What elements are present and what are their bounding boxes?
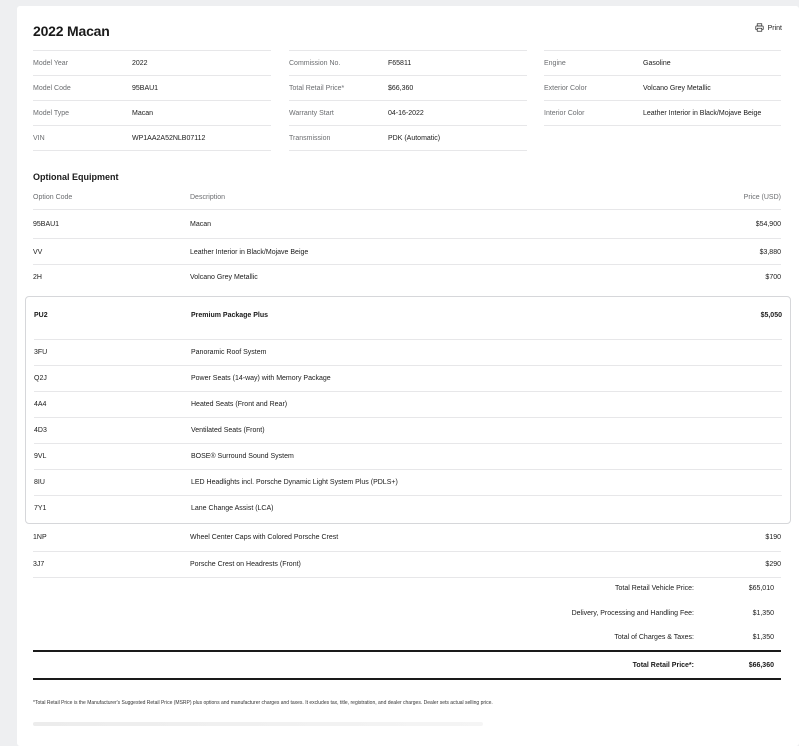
spec-row bbox=[544, 50, 781, 75]
option-description: Power Seats (14-way) with Memory Package bbox=[191, 375, 331, 382]
option-description: Lane Change Assist (LCA) bbox=[191, 505, 274, 512]
package-item bbox=[34, 444, 782, 469]
option-description: Macan bbox=[190, 220, 212, 228]
spec-value: Macan bbox=[132, 109, 154, 117]
option-code: 95BAU1 bbox=[33, 220, 60, 228]
option-description: Porsche Crest on Headrests (Front) bbox=[190, 561, 301, 568]
spec-label: Commission No. bbox=[289, 59, 341, 67]
spec-row bbox=[289, 75, 527, 100]
package-item bbox=[34, 392, 782, 417]
footnote: *Total Retail Price is the Manufacturer's Suggested Retail Price (MSRP) plus options and manufacturer charges and taxes. It excludes tax, title, registration, and dealer charges. Dealer sets actual selling price. bbox=[33, 700, 493, 706]
spec-value: WP1AA2A52NLB07112 bbox=[132, 134, 206, 142]
package-item bbox=[34, 470, 782, 495]
spec-row bbox=[289, 125, 527, 151]
table-row bbox=[33, 265, 781, 289]
delivery-fee-label: Delivery, Processing and Handling Fee: bbox=[571, 609, 694, 617]
total-vehicle-price-row bbox=[615, 582, 774, 594]
spec-value: Leather Interior in Black/Mojave Beige bbox=[643, 109, 762, 117]
delivery-fee-value: $1,350 bbox=[752, 609, 774, 617]
table-row bbox=[33, 552, 781, 577]
total-vehicle-price-label: Total Retail Vehicle Price: bbox=[615, 584, 694, 592]
spec-label: Warranty Start bbox=[289, 109, 334, 117]
option-code: 7Y1 bbox=[34, 505, 47, 512]
table-row bbox=[33, 239, 781, 265]
faded-disclaimer-text bbox=[33, 722, 483, 726]
spec-label: Total Retail Price* bbox=[289, 84, 345, 92]
spec-value: 2022 bbox=[132, 59, 148, 67]
printer-icon bbox=[755, 23, 764, 34]
package-item bbox=[34, 366, 782, 391]
spec-row bbox=[33, 100, 271, 125]
spec-label: Model Year bbox=[33, 59, 69, 67]
spec-row bbox=[289, 100, 527, 125]
charges-taxes-row bbox=[614, 631, 774, 643]
total-retail-price-value: $66,360 bbox=[748, 661, 774, 669]
spec-value: 95BAU1 bbox=[132, 84, 159, 92]
option-code: 9VL bbox=[34, 453, 47, 460]
spec-row bbox=[33, 50, 271, 75]
print-button[interactable] bbox=[755, 23, 782, 34]
total-vehicle-price-value: $65,010 bbox=[748, 584, 774, 592]
header-description: Description bbox=[190, 193, 226, 201]
spec-row bbox=[289, 50, 527, 75]
table-row bbox=[33, 524, 781, 550]
spec-row bbox=[33, 75, 271, 100]
option-code: 3FU bbox=[34, 349, 48, 356]
spec-value: $66,360 bbox=[388, 84, 414, 92]
total-rule-top bbox=[33, 650, 781, 652]
option-code: 1NP bbox=[33, 533, 47, 541]
option-price: $54,900 bbox=[755, 220, 781, 228]
option-code: 3J7 bbox=[33, 561, 45, 568]
table-row bbox=[33, 210, 781, 238]
option-price: $190 bbox=[765, 533, 781, 541]
spec-label: Model Code bbox=[33, 84, 71, 92]
spec-value: Volcano Grey Metallic bbox=[643, 84, 711, 92]
option-description: Heated Seats (Front and Rear) bbox=[191, 401, 288, 408]
option-code: 4A4 bbox=[34, 401, 47, 408]
spec-row bbox=[544, 100, 781, 126]
total-retail-price-row bbox=[633, 659, 774, 671]
package-item bbox=[34, 340, 782, 365]
option-description: Volcano Grey Metallic bbox=[190, 273, 258, 281]
option-price: $290 bbox=[765, 561, 781, 568]
option-description: BOSE® Surround Sound System bbox=[191, 453, 294, 460]
option-code: 4D3 bbox=[34, 427, 47, 434]
package-item bbox=[34, 418, 782, 443]
spec-label: Transmission bbox=[289, 134, 331, 142]
spec-value: Gasoline bbox=[643, 59, 671, 67]
package-price: $5,050 bbox=[760, 311, 782, 319]
optional-equipment-title: Optional Equipment bbox=[33, 172, 119, 182]
option-code: 2H bbox=[33, 273, 42, 281]
spec-row bbox=[33, 125, 271, 151]
option-code: VV bbox=[33, 248, 43, 256]
spec-value: 04-16-2022 bbox=[388, 109, 424, 117]
spec-row bbox=[544, 75, 781, 100]
spec-value: PDK (Automatic) bbox=[388, 134, 441, 142]
option-price: $3,880 bbox=[759, 248, 781, 256]
spec-label: Interior Color bbox=[544, 109, 585, 117]
page-title: 2022 Macan bbox=[33, 23, 110, 39]
spec-label: Model Type bbox=[33, 109, 70, 117]
package-code: PU2 bbox=[34, 311, 48, 319]
header-price: Price (USD) bbox=[743, 193, 781, 201]
spec-column-1 bbox=[33, 50, 271, 151]
header-option-code: Option Code bbox=[33, 193, 73, 201]
option-description: LED Headlights incl. Porsche Dynamic Light System Plus (PDLS+) bbox=[191, 479, 398, 486]
table-header bbox=[33, 186, 781, 208]
spec-value: F65811 bbox=[388, 59, 412, 67]
option-description: Wheel Center Caps with Colored Porsche Crest bbox=[190, 533, 339, 541]
spec-column-2 bbox=[289, 50, 527, 151]
total-retail-price-label: Total Retail Price*: bbox=[632, 661, 694, 669]
delivery-fee-row bbox=[572, 607, 774, 619]
option-description: Ventilated Seats (Front) bbox=[191, 427, 265, 434]
package-description: Premium Package Plus bbox=[191, 311, 269, 319]
print-label: Print bbox=[767, 25, 782, 32]
spec-label: Exterior Color bbox=[544, 84, 587, 92]
package-item bbox=[34, 496, 782, 521]
charges-taxes-value: $1,350 bbox=[752, 633, 774, 641]
charges-taxes-label: Total of Charges & Taxes: bbox=[614, 633, 694, 641]
spec-label: VIN bbox=[33, 134, 45, 142]
spec-column-3 bbox=[544, 50, 781, 126]
option-code: 8IU bbox=[34, 479, 45, 486]
option-description: Panoramic Roof System bbox=[191, 349, 267, 356]
total-rule-bottom bbox=[33, 678, 781, 680]
divider bbox=[33, 577, 781, 578]
package-box bbox=[25, 296, 791, 524]
package-row bbox=[34, 297, 782, 333]
spec-label: Engine bbox=[544, 59, 566, 67]
option-description: Leather Interior in Black/Mojave Beige bbox=[190, 248, 309, 256]
option-code: Q2J bbox=[34, 375, 47, 382]
vehicle-details-card bbox=[17, 6, 799, 746]
option-price: $700 bbox=[765, 273, 781, 281]
